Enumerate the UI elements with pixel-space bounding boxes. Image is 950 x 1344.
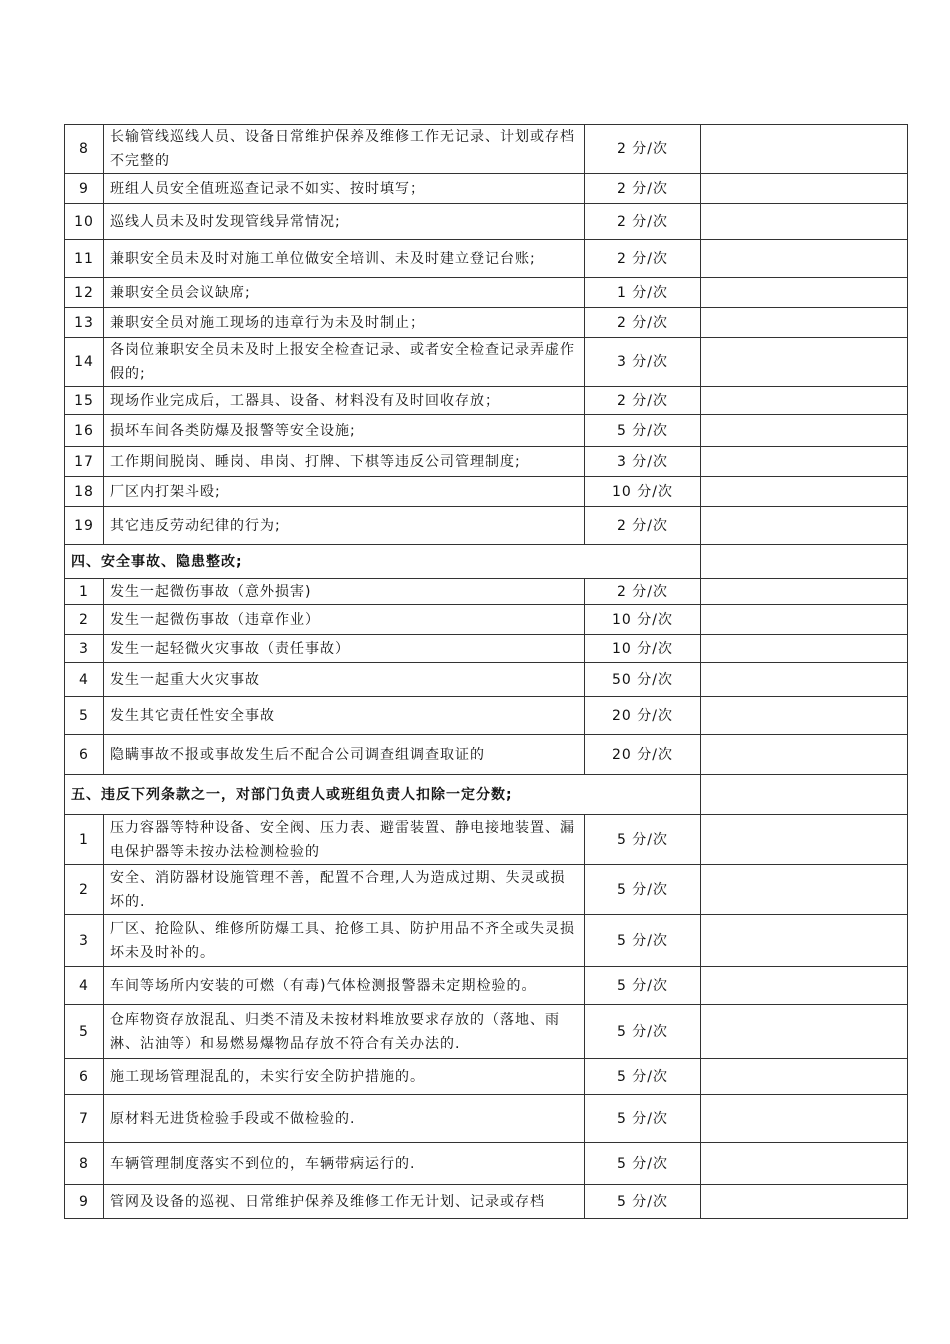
table-row — [65, 338, 908, 387]
table-row — [65, 915, 908, 967]
item-number: 18 — [65, 477, 104, 507]
item-description: 损坏车间各类防爆及报警等安全设施; — [104, 415, 585, 447]
table-row — [65, 507, 908, 545]
item-penalty-score: 10 分/次 — [585, 635, 701, 663]
table-row — [65, 1059, 908, 1095]
table-row — [65, 697, 908, 735]
item-description: 巡线人员未及时发现管线异常情况; — [104, 204, 585, 240]
item-penalty-score: 1 分/次 — [585, 278, 701, 308]
item-description: 兼职安全员会议缺席; — [104, 278, 585, 308]
item-penalty-score: 20 分/次 — [585, 735, 701, 775]
item-penalty-score: 10 分/次 — [585, 477, 701, 507]
item-description: 各岗位兼职安全员未及时上报安全检查记录、或者安全检查记录弄虚作假的; — [104, 338, 585, 387]
item-remark-cell — [701, 663, 908, 697]
section-title-accidents: 四、安全事故、隐患整改; — [65, 545, 701, 579]
item-number: 19 — [65, 507, 104, 545]
table-row — [65, 308, 908, 338]
item-penalty-score: 10 分/次 — [585, 605, 701, 635]
table-row — [65, 278, 908, 308]
item-remark-cell — [701, 240, 908, 278]
item-description: 施工现场管理混乱的，未实行安全防护措施的。 — [104, 1059, 585, 1095]
item-number: 3 — [65, 635, 104, 663]
item-penalty-score: 20 分/次 — [585, 697, 701, 735]
item-penalty-score: 5 分/次 — [585, 967, 701, 1005]
item-remark-cell — [701, 447, 908, 477]
item-number: 5 — [65, 1005, 104, 1059]
item-penalty-score: 5 分/次 — [585, 815, 701, 865]
item-number: 3 — [65, 915, 104, 967]
item-description: 压力容器等特种设备、安全阀、压力表、避雷装置、静电接地装置、漏电保护器等未按办法检测检验的 — [104, 815, 585, 865]
table-row — [65, 387, 908, 415]
item-description: 发生一起重大火灾事故 — [104, 663, 585, 697]
item-remark-cell — [701, 125, 908, 174]
item-number: 1 — [65, 579, 104, 605]
table-row — [65, 204, 908, 240]
item-remark-cell — [701, 308, 908, 338]
section-title-department-penalties: 五、违反下列条款之一，对部门负责人或班组负责人扣除一定分数; — [65, 775, 701, 815]
item-penalty-score: 5 分/次 — [585, 1059, 701, 1095]
item-number: 10 — [65, 204, 104, 240]
penalty-table-body — [65, 125, 908, 1219]
item-description: 厂区内打架斗殴; — [104, 477, 585, 507]
item-number: 6 — [65, 735, 104, 775]
item-penalty-score: 2 分/次 — [585, 387, 701, 415]
item-penalty-score: 5 分/次 — [585, 415, 701, 447]
table-row — [65, 815, 908, 865]
item-description: 兼职安全员未及时对施工单位做安全培训、未及时建立登记台账; — [104, 240, 585, 278]
item-penalty-score: 2 分/次 — [585, 308, 701, 338]
item-remark-cell — [701, 1143, 908, 1185]
item-number: 16 — [65, 415, 104, 447]
item-remark-cell — [701, 387, 908, 415]
item-number: 8 — [65, 125, 104, 174]
table-row — [65, 605, 908, 635]
item-remark-cell — [701, 415, 908, 447]
table-row — [65, 240, 908, 278]
table-row — [65, 1185, 908, 1219]
penalty-table — [64, 124, 908, 1219]
item-number: 4 — [65, 967, 104, 1005]
item-number: 6 — [65, 1059, 104, 1095]
table-row — [65, 967, 908, 1005]
item-remark-cell — [701, 204, 908, 240]
item-penalty-score: 5 分/次 — [585, 1095, 701, 1143]
table-row — [65, 735, 908, 775]
section-header-row — [65, 775, 908, 815]
item-description: 工作期间脱岗、睡岗、串岗、打牌、下棋等违反公司管理制度; — [104, 447, 585, 477]
item-remark-cell — [701, 865, 908, 915]
item-remark-cell — [701, 815, 908, 865]
item-penalty-score: 2 分/次 — [585, 507, 701, 545]
item-number: 15 — [65, 387, 104, 415]
item-penalty-score: 3 分/次 — [585, 447, 701, 477]
item-description: 兼职安全员对施工现场的违章行为未及时制止； — [104, 308, 585, 338]
item-description: 厂区、抢险队、维修所防爆工具、抢修工具、防护用品不齐全或失灵损坏未及时补的。 — [104, 915, 585, 967]
item-number: 8 — [65, 1143, 104, 1185]
table-row — [65, 579, 908, 605]
table-row — [65, 174, 908, 204]
item-description: 原材料无进货检验手段或不做检验的. — [104, 1095, 585, 1143]
item-number: 12 — [65, 278, 104, 308]
item-description: 发生一起轻微火灾事故（责任事故） — [104, 635, 585, 663]
table-row — [65, 477, 908, 507]
item-number: 17 — [65, 447, 104, 477]
item-remark-cell — [701, 174, 908, 204]
section-header-row — [65, 545, 908, 579]
item-remark-cell — [701, 605, 908, 635]
item-remark-cell — [701, 1095, 908, 1143]
item-remark-cell — [701, 579, 908, 605]
item-number: 9 — [65, 174, 104, 204]
item-penalty-score: 5 分/次 — [585, 1143, 701, 1185]
item-description: 隐瞒事故不报或事故发生后不配合公司调查组调查取证的 — [104, 735, 585, 775]
item-penalty-score: 50 分/次 — [585, 663, 701, 697]
item-description: 车间等场所内安装的可燃（有毒)气体检测报警器未定期检验的。 — [104, 967, 585, 1005]
item-remark-cell — [701, 967, 908, 1005]
section-remark-cell — [701, 775, 908, 815]
item-number: 5 — [65, 697, 104, 735]
item-remark-cell — [701, 338, 908, 387]
item-number: 2 — [65, 865, 104, 915]
item-description: 发生一起微伤事故（违章作业） — [104, 605, 585, 635]
item-remark-cell — [701, 635, 908, 663]
table-row — [65, 415, 908, 447]
item-remark-cell — [701, 1185, 908, 1219]
item-description: 车辆管理制度落实不到位的，车辆带病运行的. — [104, 1143, 585, 1185]
item-description: 管网及设备的巡视、日常维护保养及维修工作无计划、记录或存档 — [104, 1185, 585, 1219]
item-number: 14 — [65, 338, 104, 387]
item-description: 长输管线巡线人员、设备日常维护保养及维修工作无记录、计划或存档不完整的 — [104, 125, 585, 174]
item-number: 7 — [65, 1095, 104, 1143]
table-row — [65, 447, 908, 477]
table-row — [65, 865, 908, 915]
item-remark-cell — [701, 735, 908, 775]
table-row — [65, 125, 908, 174]
table-row — [65, 1005, 908, 1059]
item-description: 安全、消防器材设施管理不善，配置不合理,人为造成过期、失灵或损坏的. — [104, 865, 585, 915]
item-description: 班组人员安全值班巡查记录不如实、按时填写； — [104, 174, 585, 204]
item-remark-cell — [701, 1059, 908, 1095]
item-description: 其它违反劳动纪律的行为; — [104, 507, 585, 545]
table-row — [65, 1143, 908, 1185]
item-penalty-score: 3 分/次 — [585, 338, 701, 387]
item-remark-cell — [701, 278, 908, 308]
item-number: 1 — [65, 815, 104, 865]
item-penalty-score: 2 分/次 — [585, 240, 701, 278]
item-description: 现场作业完成后，工器具、设备、材料没有及时回收存放； — [104, 387, 585, 415]
item-number: 2 — [65, 605, 104, 635]
item-number: 4 — [65, 663, 104, 697]
item-remark-cell — [701, 477, 908, 507]
item-number: 11 — [65, 240, 104, 278]
item-penalty-score: 2 分/次 — [585, 579, 701, 605]
item-penalty-score: 2 分/次 — [585, 125, 701, 174]
item-penalty-score: 2 分/次 — [585, 174, 701, 204]
item-remark-cell — [701, 697, 908, 735]
item-penalty-score: 5 分/次 — [585, 865, 701, 915]
item-number: 9 — [65, 1185, 104, 1219]
table-row — [65, 635, 908, 663]
table-row — [65, 663, 908, 697]
item-description: 发生其它责任性安全事故 — [104, 697, 585, 735]
item-remark-cell — [701, 1005, 908, 1059]
item-penalty-score: 5 分/次 — [585, 915, 701, 967]
item-number: 13 — [65, 308, 104, 338]
item-description: 仓库物资存放混乱、归类不清及未按材料堆放要求存放的（落地、雨淋、沾油等）和易燃易爆物品存放不符合有关办法的. — [104, 1005, 585, 1059]
item-penalty-score: 2 分/次 — [585, 204, 701, 240]
item-penalty-score: 5 分/次 — [585, 1005, 701, 1059]
item-remark-cell — [701, 915, 908, 967]
item-description: 发生一起微伤事故（意外损害) — [104, 579, 585, 605]
item-penalty-score: 5 分/次 — [585, 1185, 701, 1219]
table-row — [65, 1095, 908, 1143]
section-remark-cell — [701, 545, 908, 579]
item-remark-cell — [701, 507, 908, 545]
